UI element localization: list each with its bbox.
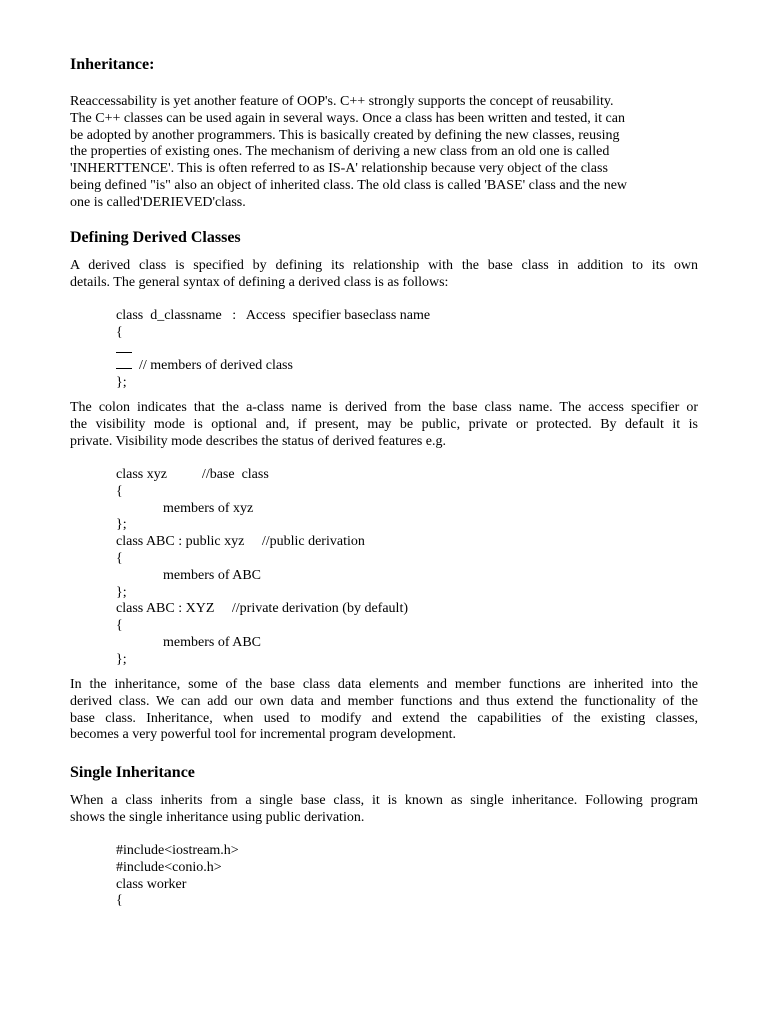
inherit-line: base class. Inheritance, when used to modify and extend the capabilities of the existing classes, bbox=[70, 710, 698, 726]
code-line: class ABC : public xyz //public derivation bbox=[116, 534, 365, 550]
intro-line: being defined "is" also an object of inherited class. The old class is called 'BASE' class and the new bbox=[70, 177, 628, 193]
code-line: }; bbox=[116, 375, 127, 391]
code-line: class xyz //base class bbox=[116, 467, 269, 482]
heading-single-inheritance: Single Inheritance bbox=[70, 764, 195, 781]
colon-line: private. Visibility mode describes the status of derived features e.g. bbox=[70, 433, 447, 449]
code-text: members of ABC bbox=[163, 634, 261, 650]
intro-line: 'INHERTTENCE'. This is often referred to as IS-A' relationship because very object of the class bbox=[70, 161, 608, 177]
code-line: }; bbox=[116, 651, 127, 667]
heading-defining-derived-classes: Defining Derived Classes bbox=[70, 229, 241, 246]
code-line: #include<conio.h> bbox=[116, 859, 222, 875]
colon-paragraph bbox=[70, 400, 698, 450]
code-line: { bbox=[116, 893, 123, 909]
code-line-indented bbox=[116, 635, 408, 652]
intro-paragraph bbox=[70, 94, 710, 212]
inheritance-paragraph bbox=[70, 677, 698, 744]
intro-line: be adopted by another programmers. This is basically created by defining the new classes, reusing bbox=[70, 127, 620, 143]
intro-line: The C++ classes can be used again in several ways. Once a class has been written and tested, it can bbox=[70, 110, 625, 126]
code-line-members bbox=[116, 358, 430, 375]
code-line: }; bbox=[116, 517, 127, 533]
intro-line: one is called'DERIEVED'class. bbox=[70, 194, 246, 210]
derived-line: A derived class is specified by defining its relationship with the base class in addition to its own bbox=[70, 258, 698, 273]
inherit-line: becomes a very powerful tool for incremental program development. bbox=[70, 727, 457, 743]
code-line-indented bbox=[116, 501, 408, 518]
code-line: { bbox=[116, 324, 123, 340]
single-line: When a class inherits from a single base class, it is known as single inheritance. Following program bbox=[70, 793, 698, 808]
code-line: { bbox=[116, 550, 123, 566]
code-text: members of ABC bbox=[163, 567, 261, 583]
derived-line: details. The general syntax of defining a derived class is as follows: bbox=[70, 274, 449, 290]
intro-line: Reaccessability is yet another feature of OOP's. C++ strongly supports the concept of reusability. bbox=[70, 94, 614, 109]
single-paragraph bbox=[70, 793, 698, 827]
code-line: }; bbox=[116, 584, 127, 600]
code-line: class worker bbox=[116, 876, 187, 892]
inherit-line: derived class. We can add our own data and member functions and thus extend the functionality of the bbox=[70, 693, 698, 709]
code-line: #include<iostream.h> bbox=[116, 843, 239, 858]
heading-inheritance: Inheritance: bbox=[70, 56, 155, 73]
derived-paragraph bbox=[70, 258, 698, 292]
code-line-blank bbox=[116, 342, 430, 359]
blank-underscore bbox=[116, 343, 132, 353]
code-line: { bbox=[116, 618, 123, 634]
code-text: members of xyz bbox=[163, 500, 254, 516]
colon-line: The colon indicates that the a-class name is derived from the base class name. The access specifier or bbox=[70, 400, 698, 415]
code-line-indented bbox=[116, 568, 408, 585]
code-line: { bbox=[116, 483, 123, 499]
program-code-block bbox=[116, 843, 239, 910]
blank-underscore bbox=[116, 359, 132, 369]
intro-line: the properties of existing ones. The mechanism of deriving a new class from an old one is called bbox=[70, 144, 610, 160]
code-comment: // members of derived class bbox=[139, 358, 293, 374]
colon-line: the visibility mode is optional and, if present, may be public, private or protected. By default it is bbox=[70, 416, 698, 432]
inherit-line: In the inheritance, some of the base class data elements and member functions are inherited into the bbox=[70, 677, 698, 692]
code-line: class ABC : XYZ //private derivation (by default) bbox=[116, 601, 408, 617]
code-line: class d_classname : Access specifier baseclass name bbox=[116, 308, 431, 323]
single-line: shows the single inheritance using public derivation. bbox=[70, 809, 365, 825]
syntax-code-block bbox=[116, 308, 430, 392]
example-code-block bbox=[116, 467, 408, 669]
